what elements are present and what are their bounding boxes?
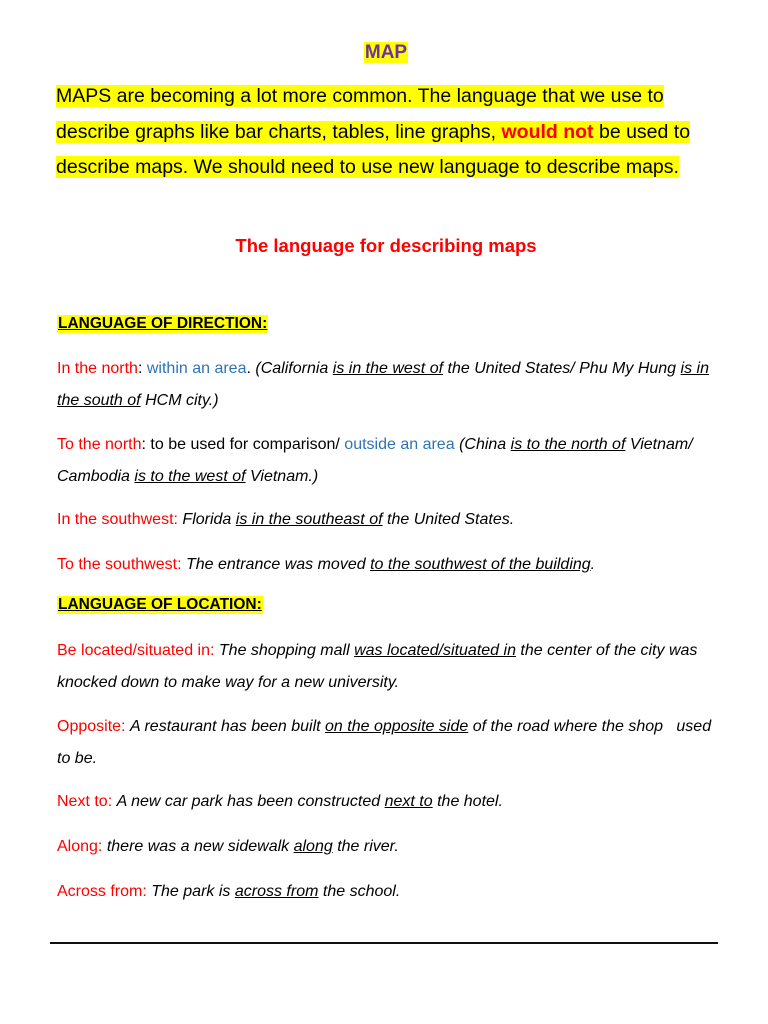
location-item: Along: there was a new sidewalk along the river. [57, 838, 399, 855]
term: To the southwest: [57, 556, 182, 573]
term: To the north [57, 436, 142, 453]
intro-text-1: MAPS are becoming a lot more common. The language that we use to describe graphs like bar charts, tables, line graphs, [56, 85, 664, 143]
section-subtitle: The language for describing maps [235, 235, 537, 256]
direction-heading: LANGUAGE OF DIRECTION: [58, 315, 268, 332]
page-title: MAP [364, 42, 408, 63]
location-item: Opposite: A restaurant has been built on the opposite side of the road where the shop used to be. [57, 718, 716, 767]
direction-item: To the north: to be used for comparison/ outside an area (China is to the north of Vietnam/ Cambodia is to the west of Vietnam.) [57, 436, 693, 485]
intro-text-2: be used to describe maps. We should need to use new language to describe maps. [56, 120, 691, 178]
intro-paragraph [56, 79, 716, 186]
term: Across from: [57, 883, 147, 900]
desc: outside an area [344, 436, 455, 453]
term: Along: [57, 838, 103, 855]
direction-item: In the north: within an area. (California is in the west of the United States/ Phu My Hung is in the south of HCM city.) [57, 360, 709, 409]
term: Be located/situated in: [57, 642, 215, 659]
horizontal-rule [50, 942, 718, 944]
location-item: Across from: The park is across from the school. [57, 883, 401, 900]
intro-emphasis: would not [501, 120, 594, 143]
location-heading: LANGUAGE OF LOCATION: [58, 596, 262, 613]
desc: within an area [146, 360, 247, 377]
location-item: Next to: A new car park has been constructed next to the hotel. [57, 793, 503, 810]
term: Next to: [57, 793, 113, 810]
term: In the southwest: [57, 511, 178, 528]
direction-item: To the southwest: The entrance was moved to the southwest of the building. [57, 556, 596, 573]
location-item: Be located/situated in: The shopping mall was located/situated in the center of the city was knocked down to make way for a new university. [57, 642, 698, 691]
direction-item: In the southwest: Florida is in the southeast of the United States. [57, 511, 515, 528]
term: In the north [57, 360, 138, 377]
term: Opposite: [57, 718, 126, 735]
